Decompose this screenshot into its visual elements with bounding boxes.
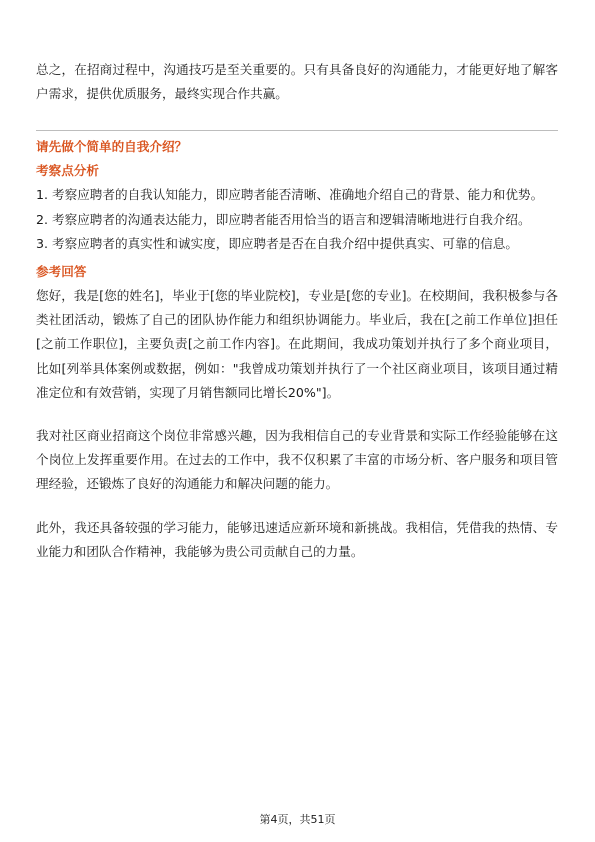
page-content [36,58,558,564]
answer-paragraph-2: 我对社区商业招商这个岗位非常感兴趣，因为我相信自己的专业背景和实际工作经验能够在这个岗位上发挥重要作用。在过去的工作中，我不仅积累了丰富的市场分析、客户服务和项目管理经验，还锻炼了良好的沟通能力和解决问题的能力。 [36,428,558,492]
paragraph-spacer [36,405,558,424]
answer-paragraph-3: 此外，我还具备较强的学习能力，能够迅速适应新环境和新挑战。我相信，凭借我的热情、专业能力和团队合作精神，我能够为贵公司贡献自己的力量。 [36,519,558,559]
intro-paragraph: 总之，在招商过程中，沟通技巧是至关重要的。只有具备良好的沟通能力，才能更好地了解客户需求，提供优质服务，最终实现合作共赢。 [36,62,558,102]
page-number: 第4页，共51页 [259,813,336,826]
analysis-item-2: 2. 考察应聘者的沟通表达能力，即应聘者能否用恰当的语言和逻辑清晰地进行自我介绍。 [36,211,531,227]
paragraph-spacer [36,497,558,516]
analysis-item-1: 1. 考察应聘者的自我认知能力，即应聘者能否清晰、准确地介绍自己的背景、能力和优势。 [36,187,544,203]
question-title: 请先做个简单的自我介绍？ [36,139,188,155]
analysis-heading: 考察点分析 [36,163,99,179]
analysis-item-3: 3. 考察应聘者的真实性和诚实度，即应聘者是否在自我介绍中提供真实、可靠的信息。 [36,235,518,251]
section-divider [36,130,558,131]
answer-heading: 参考回答 [36,264,87,280]
answer-paragraph-1: 您好，我是[您的姓名]，毕业于[您的毕业院校]，专业是[您的专业]。在校期间，我积极参与各类社团活动，锻炼了自己的团队协作能力和组织协调能力。毕业后，我在[之前工作单位]担任[之前工作职位]，主要负责[之前工作内容]。在此期间，我成功策划并执行了多个商业项目，比如[列举具体案例或数据，例如："我曾成功策划并执行了一个社区商业项目，该项目通过精准定位和有效营销，实现了月销售额同比增长20%"]。 [36,288,558,400]
